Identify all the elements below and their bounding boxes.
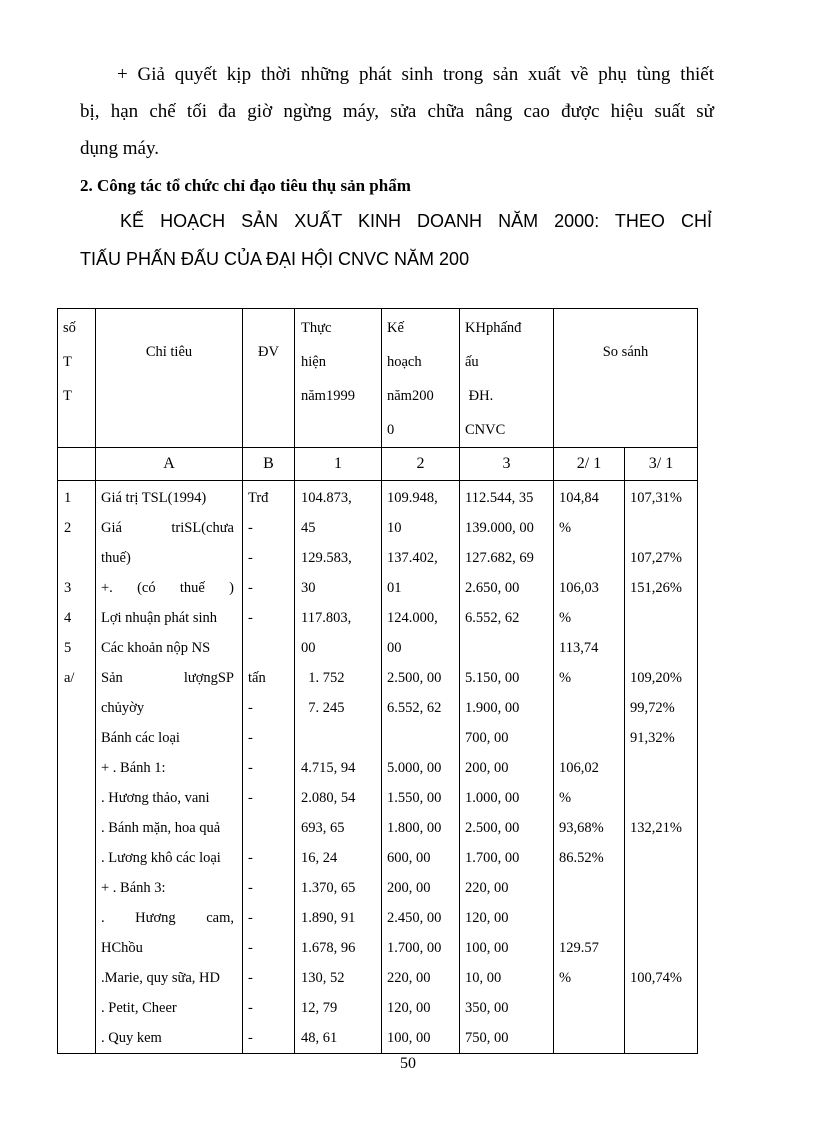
so-sanh-3-1-cell (630, 933, 697, 963)
so-sanh-3-1-cell: 151,26% (630, 580, 682, 596)
thuc-hien-cell: 693, 65 (301, 820, 345, 836)
col-so-sanh-2-1 (554, 481, 625, 1054)
kh-phan-dau-cell (465, 633, 553, 663)
ke-hoach-cell: 2.500, 00 (387, 670, 442, 686)
header-kh-phan-dau (460, 309, 554, 448)
header-thuc-hien-line: Thực (301, 320, 332, 336)
thuc-hien-cell: 16, 24 (301, 850, 338, 866)
ke-hoach-cell: 109.948, (387, 490, 438, 506)
ke-hoach-cell: 5.000, 00 (387, 760, 442, 776)
dv-cell: - (248, 940, 253, 956)
so-sanh-3-1-cell (630, 633, 697, 663)
dv-cell: - (248, 610, 253, 626)
dv-cell: - (248, 880, 253, 896)
col-so-sanh-3-1 (625, 481, 698, 1054)
so-sanh-3-1-cell (630, 783, 697, 813)
so-sanh-2-1-cell: 113,74 (559, 640, 599, 656)
chi-tieu-cell: + . Bánh 3: (101, 880, 166, 896)
so-sanh-2-1-cell: % (559, 670, 572, 686)
column-code: 3/ 1 (625, 448, 698, 481)
so-sanh-2-1-cell (559, 873, 624, 903)
kh-phan-dau-cell: 200, 00 (465, 760, 509, 776)
stt-cell: 1 (64, 490, 72, 506)
ke-hoach-cell: 6.552, 62 (387, 700, 442, 716)
chi-tieu-cell: . Hương cam, (101, 910, 234, 926)
intro-line-3: dụng máy. (80, 138, 159, 159)
chi-tieu-cell: . Petit, Cheer (101, 1000, 177, 1016)
so-sanh-2-1-cell (559, 903, 624, 933)
header-thuc-hien-line: năm1999 (301, 388, 355, 404)
header-ke-hoach-line: Kế (387, 320, 404, 336)
kh-phan-dau-cell: 100, 00 (465, 940, 509, 956)
so-sanh-3-1-cell: 99,72% (630, 700, 675, 716)
header-thuc-hien-line: hiện (301, 354, 326, 370)
ke-hoach-cell: 137.402, (387, 550, 438, 566)
kh-phan-dau-cell: 10, 00 (465, 970, 502, 986)
chi-tieu-cell: Bánh các loại (101, 730, 180, 746)
stt-cell: 4 (64, 610, 72, 626)
ke-hoach-cell: 124.000, (387, 610, 438, 626)
thuc-hien-cell: 4.715, 94 (301, 760, 356, 776)
header-chi-tieu: Chỉ tiêu (96, 309, 243, 448)
so-sanh-2-1-cell (559, 693, 624, 723)
dv-cell: - (248, 730, 253, 746)
dv-cell: - (248, 550, 253, 566)
thuc-hien-cell: 45 (301, 520, 316, 536)
ke-hoach-cell: 200, 00 (387, 880, 431, 896)
section-heading: 2. Công tác tổ chức chỉ đạo tiêu thụ sản phẩm (80, 176, 411, 195)
so-sanh-2-1-cell: 93,68% (559, 820, 604, 836)
thuc-hien-cell: 1.370, 65 (301, 880, 356, 896)
so-sanh-3-1-cell (630, 513, 697, 543)
stt-cell: 5 (64, 640, 72, 656)
stt-cell: a/ (64, 670, 75, 686)
thuc-hien-cell: 48, 61 (301, 1030, 338, 1046)
intro-line-1: + Giả quyết kịp thời những phát sinh trong sản xuất về phụ tùng thiết (117, 64, 714, 85)
thuc-hien-cell: 30 (301, 580, 316, 596)
page-number: 50 (400, 1055, 416, 1072)
chi-tieu-cell: . Lương khô các loại (101, 850, 221, 866)
kh-phan-dau-cell: 6.552, 62 (465, 610, 520, 626)
dv-cell: - (248, 1000, 253, 1016)
header-stt-line: T (63, 388, 72, 404)
kh-phan-dau-cell: 220, 00 (465, 880, 509, 896)
thuc-hien-cell (301, 723, 381, 753)
so-sanh-3-1-cell: 109,20% (630, 670, 682, 686)
dv-cell (248, 633, 294, 663)
so-sanh-2-1-cell (559, 543, 624, 573)
dv-cell: - (248, 1030, 253, 1046)
dv-cell: - (248, 790, 253, 806)
so-sanh-3-1-cell (630, 603, 697, 633)
dv-cell: - (248, 970, 253, 986)
chi-tieu-cell: .Marie, quy sữa, HD (101, 970, 221, 986)
kh-phan-dau-cell: 2.500, 00 (465, 820, 520, 836)
column-code: 3 (460, 448, 554, 481)
ke-hoach-cell: 10 (387, 520, 402, 536)
so-sanh-3-1-cell: 91,32% (630, 730, 675, 746)
thuc-hien-cell: 00 (301, 640, 316, 656)
thuc-hien-cell: 12, 79 (301, 1000, 338, 1016)
dv-cell: tấn (248, 670, 266, 686)
thuc-hien-cell: 7. 245 (301, 700, 345, 716)
dv-cell: - (248, 760, 253, 776)
so-sanh-2-1-cell (559, 723, 624, 753)
ke-hoach-cell: 00 (387, 640, 402, 656)
so-sanh-3-1-cell: 107,27% (630, 550, 682, 566)
header-thuc-hien (295, 309, 382, 448)
chi-tieu-cell: +. (có thuế ) (101, 580, 234, 596)
column-code (58, 448, 96, 481)
header-ke-hoach (382, 309, 460, 448)
chi-tieu-cell: Giá triSL(chưa (101, 520, 234, 536)
so-sanh-3-1-cell: 132,21% (630, 820, 682, 836)
col-stt (58, 481, 96, 1054)
so-sanh-2-1-cell: % (559, 610, 572, 626)
so-sanh-3-1-cell: 100,74% (630, 970, 682, 986)
kh-phan-dau-cell: 700, 00 (465, 730, 509, 746)
column-code: 2/ 1 (554, 448, 625, 481)
dv-cell: - (248, 580, 253, 596)
col-ke-hoach (382, 481, 460, 1054)
stt-cell: 3 (64, 580, 72, 596)
chi-tieu-cell: Lợi nhuận phát sinh (101, 610, 217, 626)
column-code: B (243, 448, 295, 481)
chi-tieu-cell: . Bánh mặn, hoa quả (101, 820, 221, 836)
chi-tieu-cell: . Quy kem (101, 1030, 162, 1046)
plan-title (80, 202, 712, 278)
header-stt-line: T (63, 354, 72, 370)
thuc-hien-cell: 1.890, 91 (301, 910, 356, 926)
thuc-hien-cell: 2.080, 54 (301, 790, 356, 806)
header-dv: ĐV (243, 309, 295, 448)
ke-hoach-cell: 2.450, 00 (387, 910, 442, 926)
so-sanh-2-1-cell: 104,84 (559, 490, 599, 506)
col-kh-phan-dau (460, 481, 554, 1054)
so-sanh-3-1-cell: 107,31% (630, 490, 682, 506)
header-kh-phan-dau-line: KHphấnđ (465, 320, 522, 336)
thuc-hien-cell: 104.873, (301, 490, 352, 506)
intro-paragraph (80, 56, 714, 167)
chi-tieu-cell: Giá trị TSL(1994) (101, 490, 207, 506)
kh-phan-dau-cell: 350, 00 (465, 1000, 509, 1016)
ke-hoach-cell: 120, 00 (387, 1000, 431, 1016)
header-ke-hoach-line: năm200 (387, 388, 434, 404)
column-code: 2 (382, 448, 460, 481)
so-sanh-2-1-cell: 129.57 (559, 940, 599, 956)
thuc-hien-cell: 129.583, (301, 550, 352, 566)
plan-title-line-2: TIẤU PHẤN ĐẤU CỦA ĐẠI HỘI CNVC NĂM 200 (80, 249, 470, 269)
intro-line-2: bị, hạn chế tối đa giờ ngừng máy, sửa chữa nâng cao được hiệu suất sử (80, 101, 714, 122)
ke-hoach-cell: 01 (387, 580, 402, 596)
column-code: 1 (295, 448, 382, 481)
kh-phan-dau-cell: 1.700, 00 (465, 850, 520, 866)
header-ke-hoach-line: hoạch (387, 354, 422, 370)
thuc-hien-cell: 117.803, (301, 610, 352, 626)
col-chi-tieu (96, 481, 243, 1054)
dv-cell: - (248, 910, 253, 926)
header-kh-phan-dau-line: ĐH. (465, 388, 494, 404)
kh-phan-dau-cell: 1.900, 00 (465, 700, 520, 716)
kh-phan-dau-cell: 5.150, 00 (465, 670, 520, 686)
ke-hoach-cell: 1.800, 00 (387, 820, 442, 836)
header-kh-phan-dau-line: CNVC (465, 422, 506, 438)
chi-tieu-cell: chủyờy (101, 700, 145, 716)
kh-phan-dau-cell: 112.544, 35 (465, 490, 534, 506)
so-sanh-3-1-cell (630, 753, 697, 783)
thuc-hien-cell: 1. 752 (301, 670, 345, 686)
chi-tieu-cell: . Hương thảo, vani (101, 790, 210, 806)
so-sanh-2-1-cell: 106,03 (559, 580, 599, 596)
so-sanh-2-1-cell: 106,02 (559, 760, 599, 776)
ke-hoach-cell: 1.700, 00 (387, 940, 442, 956)
so-sanh-2-1-cell: % (559, 790, 572, 806)
chi-tieu-cell: Sản lượngSP (101, 670, 234, 686)
dv-cell: - (248, 520, 253, 536)
ke-hoach-cell: 1.550, 00 (387, 790, 442, 806)
header-stt-line: số (63, 320, 76, 336)
chi-tieu-cell: Các khoản nộp NS (101, 640, 211, 656)
ke-hoach-cell: 220, 00 (387, 970, 431, 986)
ke-hoach-cell: 100, 00 (387, 1030, 431, 1046)
thuc-hien-cell: 1.678, 96 (301, 940, 356, 956)
dv-cell (248, 813, 294, 843)
chi-tieu-cell: + . Bánh 1: (101, 760, 166, 776)
so-sanh-3-1-cell (630, 843, 697, 873)
kh-phan-dau-cell: 2.650, 00 (465, 580, 520, 596)
thuc-hien-cell: 130, 52 (301, 970, 345, 986)
header-kh-phan-dau-line: ấu (465, 354, 479, 370)
dv-cell: - (248, 850, 253, 866)
so-sanh-2-1-cell: % (559, 970, 572, 986)
ke-hoach-cell: 600, 00 (387, 850, 431, 866)
ke-hoach-cell (387, 723, 459, 753)
stt-cell (64, 543, 95, 573)
dv-cell: - (248, 700, 253, 716)
header-stt (58, 309, 96, 448)
so-sanh-3-1-cell (630, 873, 697, 903)
kh-phan-dau-cell: 1.000, 00 (465, 790, 520, 806)
plan-title-line-1: KẾ HOẠCH SẢN XUẤT KINH DOANH NĂM 2000: THEO CHỈ (120, 211, 712, 231)
plan-table (57, 308, 698, 1054)
column-code: A (96, 448, 243, 481)
dv-cell: Trđ (248, 490, 269, 506)
so-sanh-3-1-cell (630, 903, 697, 933)
kh-phan-dau-cell: 127.682, 69 (465, 550, 534, 566)
col-dv (243, 481, 295, 1054)
chi-tieu-cell: thuế) (101, 550, 131, 566)
kh-phan-dau-cell: 139.000, 00 (465, 520, 534, 536)
chi-tieu-cell: HChồu (101, 940, 143, 956)
kh-phan-dau-cell: 120, 00 (465, 910, 509, 926)
so-sanh-2-1-cell: % (559, 520, 572, 536)
kh-phan-dau-cell: 750, 00 (465, 1030, 509, 1046)
so-sanh-2-1-cell: 86.52% (559, 850, 604, 866)
header-so-sanh: So sánh (554, 309, 698, 448)
col-thuc-hien (295, 481, 382, 1054)
header-ke-hoach-line: 0 (387, 422, 395, 438)
stt-cell: 2 (64, 520, 72, 536)
